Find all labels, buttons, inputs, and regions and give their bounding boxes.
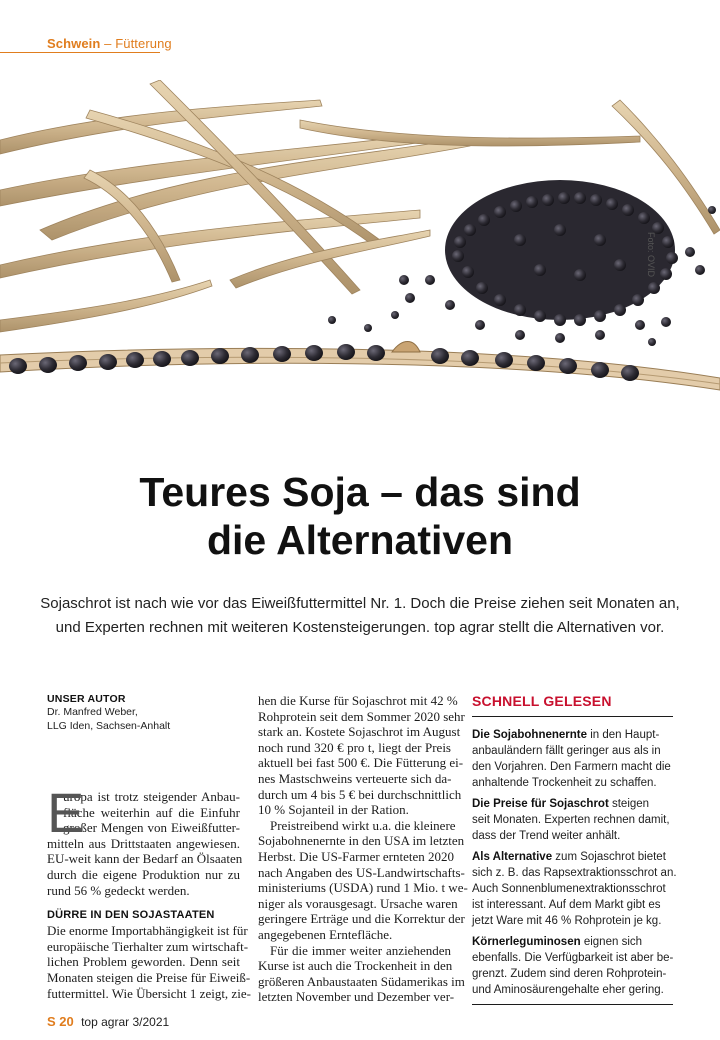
text-line: angegebenen Erntefläche. <box>258 926 393 942</box>
summary-item-lead: Die Preise für Sojaschrot <box>472 798 609 810</box>
photo-credit: Foto: OVID <box>646 232 656 278</box>
page-footer <box>47 1014 169 1029</box>
column-1 <box>47 693 251 1001</box>
text-line: Monaten steigen die Preise für Eiweiß- <box>47 969 251 985</box>
hero-photo-rapeseed-pods <box>0 80 720 435</box>
author-label: UNSER AUTOR <box>47 693 126 705</box>
text-line: sich z. B. das Rapsextraktionsschrot an. <box>472 867 677 879</box>
drop-cap: E <box>47 781 85 844</box>
text-line: Sojabohnenernte in den USA im letzten <box>258 833 465 849</box>
section-separator: – <box>100 36 116 51</box>
text-line: durch um 4 bis 5 € bei durchschnittlich <box>258 786 462 802</box>
paragraph <box>258 942 465 1005</box>
text-line: letzten November und Dezember ver- <box>258 989 455 1005</box>
text-line: nes Mastschweins verteuerte sich da- <box>258 770 452 786</box>
subsection-name: Fütterung <box>115 36 172 51</box>
text-line: Auch Sonnenblumenextraktionsschrot <box>472 883 666 895</box>
section-header <box>47 36 172 51</box>
text-line: ist interessant. Auf dem Markt gibt es <box>472 899 661 911</box>
text-line: dass der Trend weiter anhält. <box>472 830 621 842</box>
summary-rule <box>472 716 673 717</box>
text-line: Die enorme Importabhängigkeit ist für <box>47 923 248 939</box>
text-line: in den Haupt- <box>587 729 660 741</box>
text-line: mitteln aus Drittstaaten angewiesen. <box>47 835 240 851</box>
text-line: niger als vorausgesagt. Ursache waren <box>258 895 458 911</box>
text-line: ministeriums (USDA) rund 1 Mio. t we- <box>258 880 468 896</box>
paragraph <box>258 817 468 943</box>
issue-label: top agrar 3/2021 <box>81 1015 170 1029</box>
text-line: eignen sich <box>580 936 643 948</box>
text-line: Rohprotein seit dem Sommer 2020 sehr <box>258 708 465 724</box>
text-line: durch die eigene Produktion nur zu <box>47 866 240 882</box>
text-line: steigen <box>608 798 650 810</box>
header-rule <box>0 52 160 53</box>
text-line: Für die immer weiter anziehenden <box>270 942 451 958</box>
summary-item <box>472 849 677 929</box>
text-line: noch rund 320 € pro t, liegt der Preis <box>258 739 451 755</box>
text-line: fläche weiterhin auf die Einfuhr <box>63 804 240 820</box>
text-line: grenzt. Zudem sind deren Rohprotein- <box>472 968 667 980</box>
text-line: anhaltende Trockenheit zu schaffen. <box>472 777 657 789</box>
article-lead <box>40 592 680 640</box>
summary-item-lead: Körnerleguminosen <box>472 936 581 948</box>
subheading: DÜRRE IN DEN SOJASTAATEN <box>47 909 215 922</box>
text-line: seit Monaten. Experten rechnen damit, <box>472 814 670 826</box>
lead-line: und Experten rechnen mit weiteren Kostensteigerungen. top agrar stellt die Alternativen vor. <box>55 619 665 636</box>
page-number: S 20 <box>47 1014 74 1029</box>
text-line: lichen Problem geworden. Denn seit <box>47 954 240 970</box>
summary-item <box>472 934 673 998</box>
summary-title: SCHNELL GELESEN <box>472 693 612 709</box>
section-name: Schwein <box>47 36 101 51</box>
text-line: nach Angaben des US-Landwirtschafts- <box>258 864 465 880</box>
text-line: futtermittel. Wie Übersicht 1 zeigt, zie- <box>47 985 251 1001</box>
column-2 <box>258 693 468 1005</box>
text-line: Kurse ist auch die Trockenheit in den <box>258 958 453 974</box>
paragraph <box>258 693 465 818</box>
author-name: Dr. Manfred Weber, <box>47 706 138 718</box>
title-line: die Alternativen <box>206 517 514 563</box>
text-line: rund 56 % gedeckt werden. <box>47 882 190 898</box>
text-line: größeren Anbaustaaten Südamerikas im <box>258 973 465 989</box>
text-line: 10 % Sojanteil in der Ration. <box>258 802 409 818</box>
text-line: hen die Kurse für Sojaschrot mit 42 % <box>258 693 458 708</box>
text-line: Preistreibend wirkt u.a. die kleinere <box>270 817 456 833</box>
text-line: europäische Tierhalter zum wirtschaft- <box>47 938 249 954</box>
summary-item <box>472 727 673 791</box>
paragraph <box>47 923 251 1001</box>
text-line: anbauländern fällt geringer aus als in <box>472 745 661 757</box>
text-line: geringere Erträge und die Korrektur der <box>258 911 465 927</box>
text-line: und Aminosäurengehalte eher gering. <box>472 984 664 996</box>
summary-end-rule <box>472 1004 673 1005</box>
summary-item-lead: Die Sojabohnenernte <box>472 729 588 741</box>
text-line: großer Mengen von Eiweißfutter- <box>63 820 240 836</box>
text-line: EU-weit kann der Bedarf an Ölsaaten <box>47 851 243 867</box>
author-affiliation: LLG Iden, Sachsen-Anhalt <box>47 720 171 732</box>
title-line: Teures Soja – das sind <box>139 469 581 515</box>
intro-paragraph <box>47 781 243 898</box>
text-line: jetzt Ware mit 46 % Rohprotein je kg. <box>472 915 662 927</box>
text-line: stark an. Kostete Sojaschrot im August <box>258 724 461 740</box>
summary-item-lead: Als Alternative <box>472 851 553 863</box>
lead-line: Sojaschrot ist nach wie vor das Eiweißfuttermittel Nr. 1. Doch die Preise ziehen seit Monaten an, <box>40 595 680 612</box>
text-line: ebenfalls. Die Verfügbarkeit ist aber be- <box>472 952 674 964</box>
summary-item <box>472 796 673 844</box>
text-line: Herbst. Die US-Farmer ernteten 2020 <box>258 848 455 864</box>
text-line: den Vorjahren. Den Farmern macht die <box>472 761 671 773</box>
text-line: uropa ist trotz steigender Anbau- <box>63 789 240 804</box>
text-line: zum Sojaschrot bietet <box>552 851 666 863</box>
article-title <box>40 468 680 564</box>
summary-box <box>472 693 677 1005</box>
text-line: aktuell bei fast 500 €. Die Fütterung ei- <box>258 755 464 771</box>
